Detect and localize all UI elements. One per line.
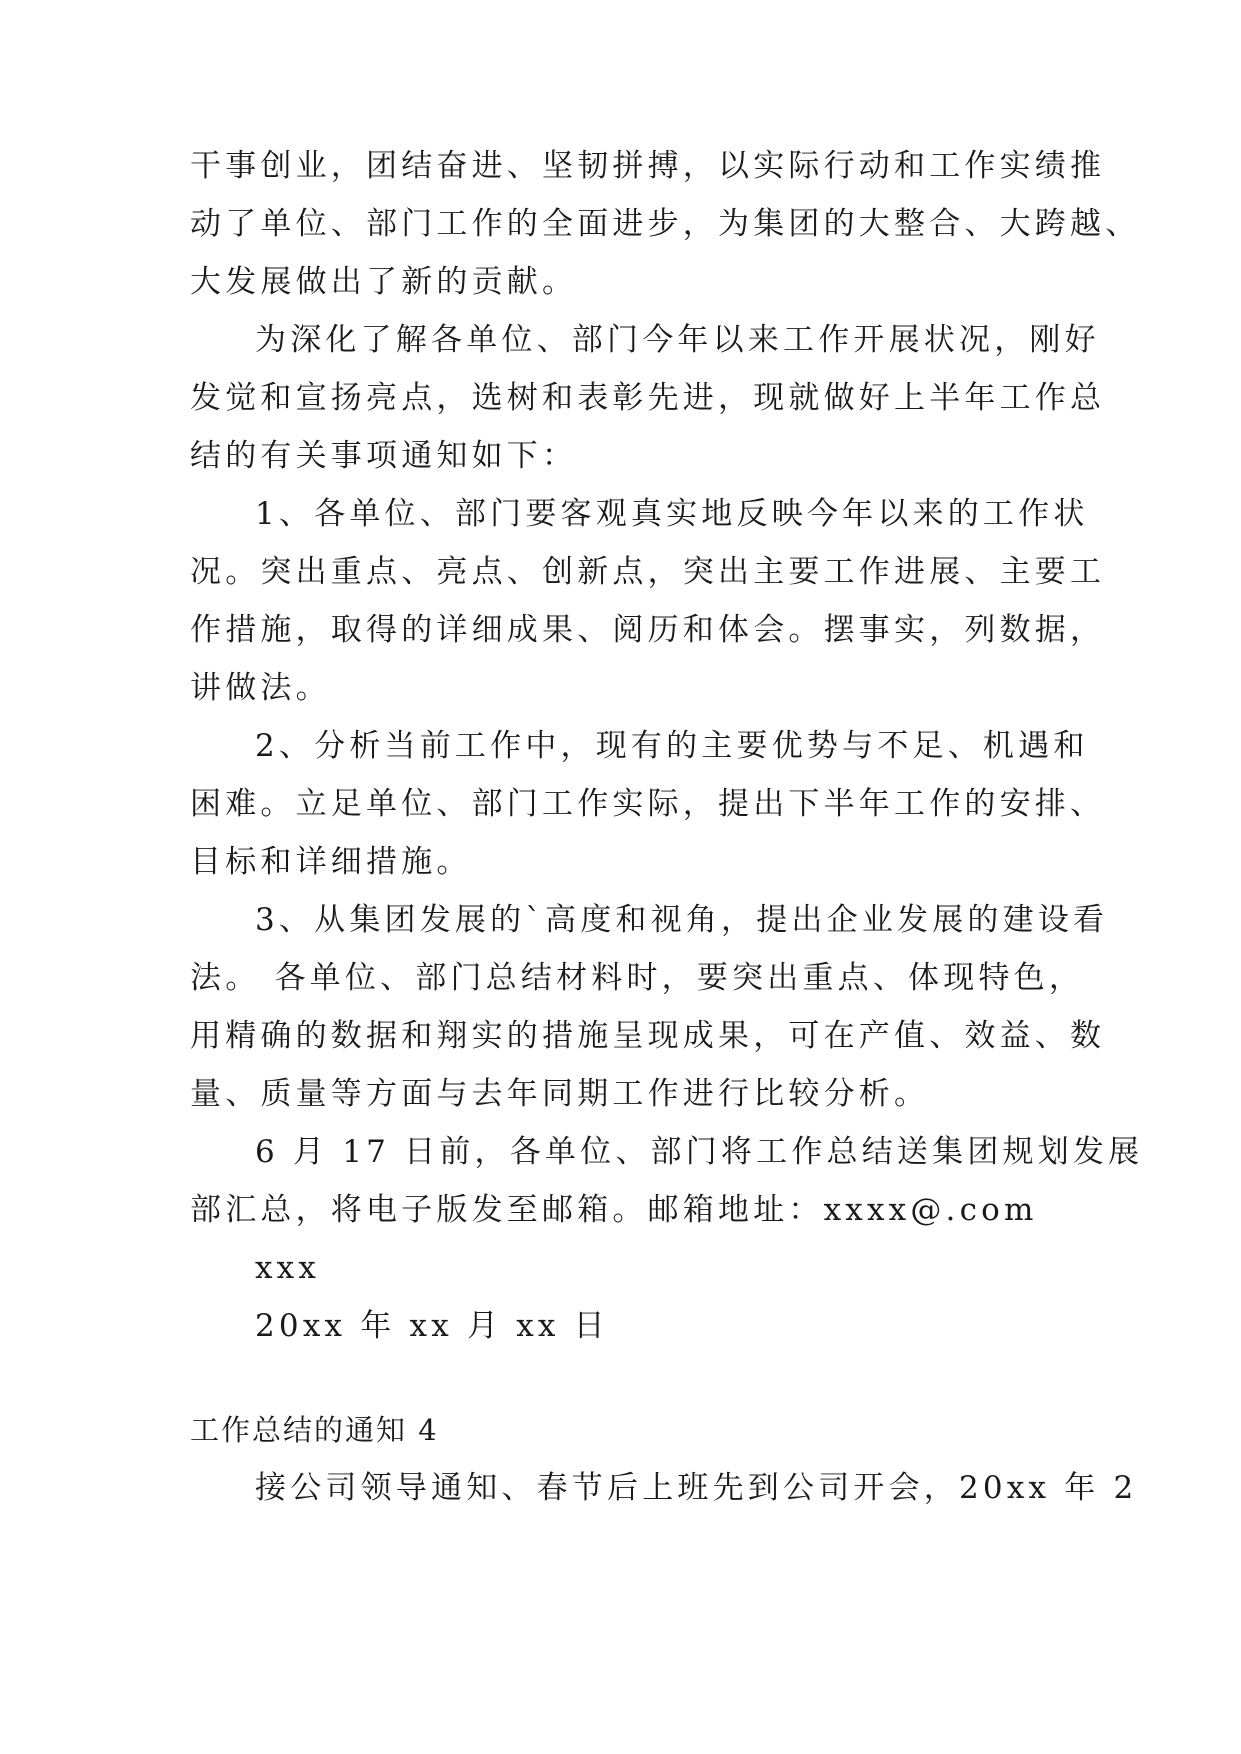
list-item-line: 讲做法。 <box>190 670 331 706</box>
list-item-line: 量、质量等方面与去年同期工作进行比较分析。 <box>190 1076 930 1112</box>
list-item-line: 3、从集团发展的`高度和视角，提出企业发展的建设看 <box>255 902 1109 938</box>
signature-name: xxx <box>255 1250 321 1286</box>
signature-date: 20xx 年 xx 月 xx 日 <box>255 1308 609 1344</box>
section-heading: 工作总结的通知 4 <box>190 1413 439 1447</box>
list-item-line: 作措施，取得的详细成果、阅历和体会。摆事实，列数据， <box>190 612 1106 648</box>
paragraph-line: 大发展做出了新的贡献。 <box>190 264 578 300</box>
list-item-line: 用精确的数据和翔实的措施呈现成果，可在产值、效益、数 <box>190 1018 1106 1054</box>
paragraph-line: 为深化了解各单位、部门今年以来工作开展状况，刚好 <box>255 322 1100 358</box>
paragraph-line: 发觉和宣扬亮点，选树和表彰先进，现就做好上半年工作总 <box>190 380 1106 416</box>
list-item-line: 目标和详细措施。 <box>190 844 472 880</box>
paragraph-line: 结的有关事项通知如下： <box>190 438 578 474</box>
list-item-line: 2、分析当前工作中，现有的主要优势与不足、机遇和 <box>255 728 1089 764</box>
list-item-line: 法。 各单位、部门总结材料时，要突出重点、体现特色， <box>190 960 1085 996</box>
paragraph-line: 干事创业，团结奋进、坚韧拼搏，以实际行动和工作实绩推 <box>190 148 1106 184</box>
list-item-line: 困难。立足单位、部门工作实际，提出下半年工作的安排、 <box>190 786 1106 822</box>
list-item-line: 况。突出重点、亮点、创新点，突出主要工作进展、主要工 <box>190 554 1106 590</box>
paragraph-line: 部汇总，将电子版发至邮箱。邮箱地址：xxxx@.com <box>190 1192 1038 1228</box>
paragraph-line: 动了单位、部门工作的全面进步，为集团的大整合、大跨越、 <box>190 206 1141 242</box>
list-item-line: 1、各单位、部门要客观真实地反映今年以来的工作状 <box>255 496 1089 532</box>
paragraph-line: 6 月 17 日前，各单位、部门将工作总结送集团规划发展 <box>255 1134 1144 1170</box>
paragraph-line: 接公司领导通知、春节后上班先到公司开会，20xx 年 2 <box>255 1470 1138 1506</box>
